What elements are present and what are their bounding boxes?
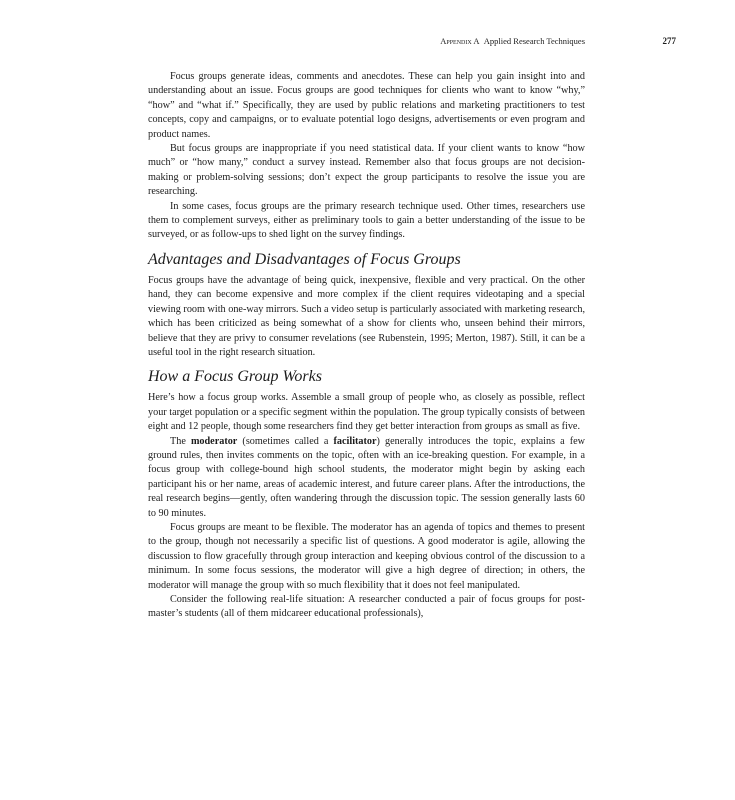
term-facilitator: facilitator <box>333 435 377 447</box>
moderator-text-post: ) generally introduces the topic, explains a few ground rules, then invites comments on the topic, often with an ice-breaking question. For example, in a focus group with college-bound high school students, the moderator might begin by asking each participant his or her name, areas of academic interest, and future career plans. After the introductions, the real research begins—gently, often wandering through the discussion topic. The session generally lasts 60 to 90 minutes. <box>148 435 586 519</box>
paragraph-flexible: Focus groups are meant to be flexible. The moderator has an agenda of topics and themes to present to the group, though not necessarily a specific list of questions. A good moderator is agile, allowing the discussion to flow gracefully through group interaction and keeping obvious control of the discussion to a minimum. In some focus sessions, the moderator will give a high degree of direction; in others, the moderator will manage the group with so much flexibility that it does not feel manipulated. <box>148 521 585 591</box>
chapter-title: Applied Research Techniques <box>483 36 585 46</box>
page-number: 277 <box>662 36 676 46</box>
moderator-text-mid: (sometimes called a <box>237 435 334 447</box>
moderator-text-pre: The <box>170 435 191 447</box>
paragraph-inappropriate: But focus groups are inappropriate if you need statistical data. If your client wants to know “how much” or “how many,” conduct a survey instead. Remember also that focus groups are not decision-making or problem-solving sessions; don’t expect the group participants to resolve the issue you are researching. <box>148 143 585 198</box>
paragraph-moderator <box>148 435 585 521</box>
section-heading-how-it-works: How a Focus Group Works <box>148 368 322 386</box>
running-head <box>148 36 676 50</box>
paragraph-real-life: Consider the following real-life situation: A researcher conducted a pair of focus groups for post-master’s students (all of them midcareer educational professionals), <box>148 594 585 620</box>
term-moderator: moderator <box>190 435 238 447</box>
paragraph-intro: Focus groups generate ideas, comments and anecdotes. These can help you gain insight into and understanding about an issue. Focus groups are good techniques for clients who want to know “why,” “how” and “what if.” Specifically, they are used by public relations and marketing practitioners to test concepts, copy and campaigns, or to evaluate potential logo designs, advertisements or even program and product names. <box>148 71 585 140</box>
running-head-title <box>440 36 585 46</box>
appendix-label: Appendix A <box>440 36 480 46</box>
paragraph-advantages: Focus groups have the advantage of being quick, inexpensive, flexible and very practical. On the other hand, they can become expensive and more complex if the client requires videotaping and a special viewing room with one-way mirrors. Such a video setup is particularly associated with marketing research, which has been criticized as being somewhat of a show for clients who, unseen behind their mirrors, believe that they are privy to consumer revelations (see Rubenstein, 1995; Merton, 1987). Still, it can be a useful tool in the right research situation. <box>148 274 585 358</box>
paragraph-primary-technique: In some cases, focus groups are the primary research technique used. Other times, researchers use them to complement surveys, either as preliminary tools to gain a better understanding of the issue to be surveyed, or as follow-ups to shed light on the survey findings. <box>148 200 585 241</box>
page-body <box>148 70 585 622</box>
section-heading-advantages: Advantages and Disadvantages of Focus Groups <box>148 250 461 268</box>
paragraph-how-it-works: Here’s how a focus group works. Assemble a small group of people who, as closely as possible, reflect your target population or a specific segment within the population. The group typically consists of between eight and 12 people, though some researchers find they get better interaction from groups as small as five. <box>148 392 585 433</box>
